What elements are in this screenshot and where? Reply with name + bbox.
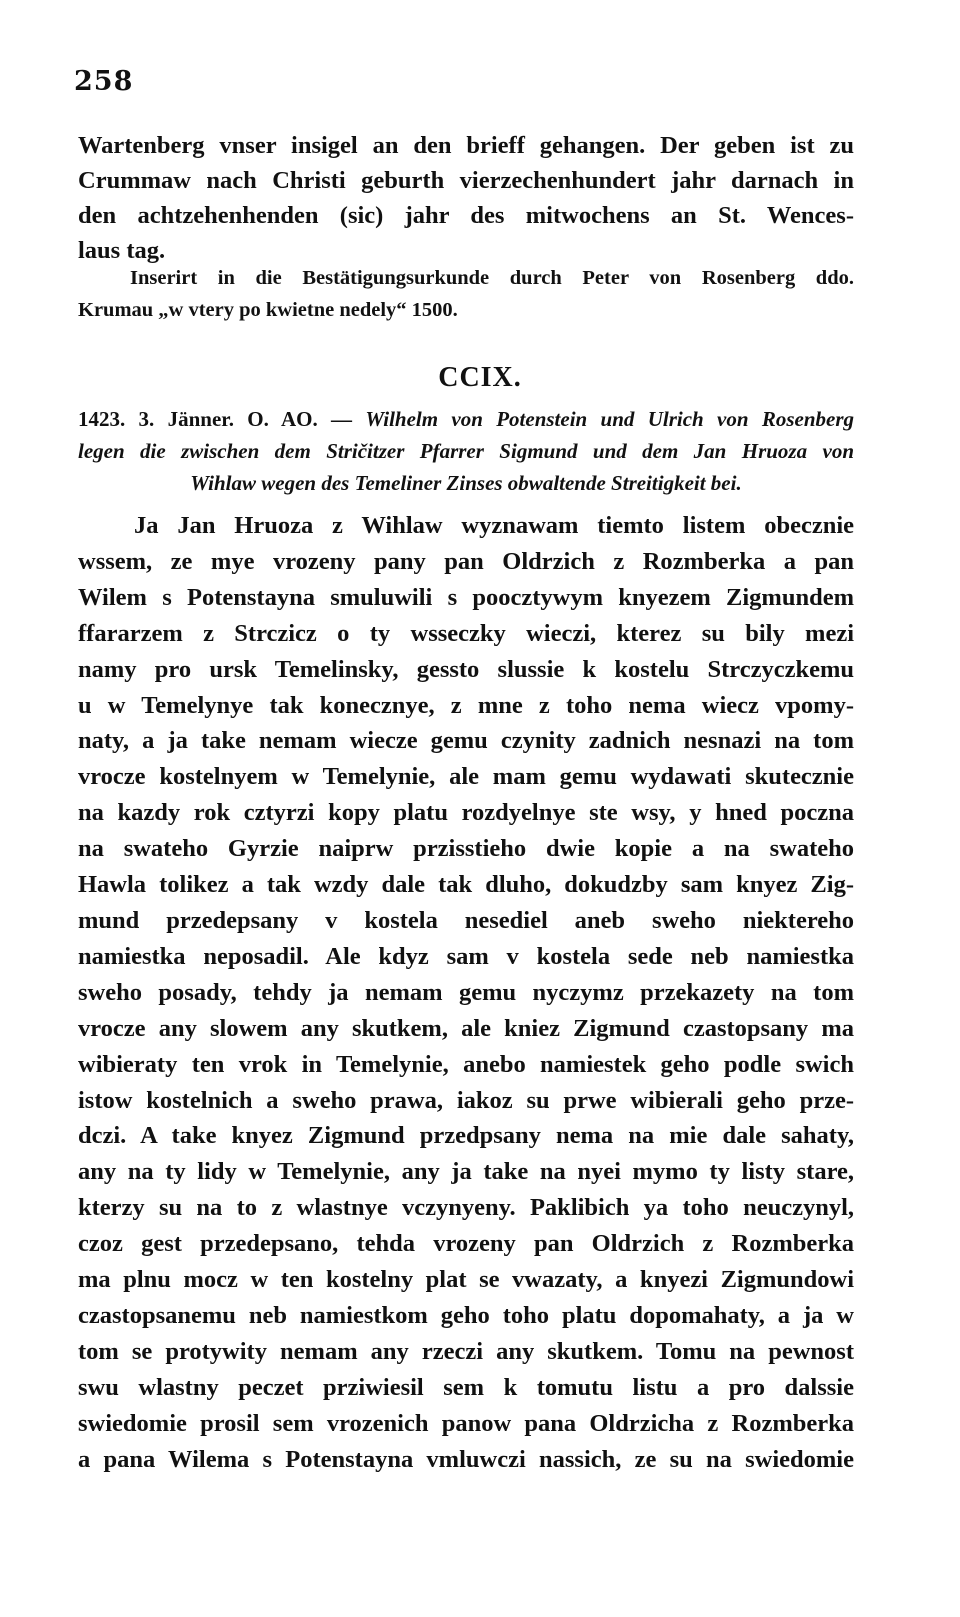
regest-line: Wihlaw wegen des Temeliner Zinses obwaltende Streitigkeit bei. <box>190 471 742 495</box>
body-line: namiestka neposadil. Ale kdyz sam v kostela sede neb namiestka <box>78 942 854 970</box>
text-line: Crummaw nach Christi geburth vierzechenhundert jahr darnach in <box>78 167 854 194</box>
text-line: laus tag. <box>78 237 166 264</box>
note-line: Krumau „w vtery po kwietne nedely“ 1500. <box>78 299 458 321</box>
body-line: Ja Jan Hruoza z Wihlaw wyznawam tiemto listem obecznie <box>134 512 854 539</box>
body-line: vrocze any slowem any skutkem, ale kniez Zigmund czastopsany ma <box>78 1014 854 1042</box>
body-line: dczi. A take knyez Zigmund przedpsany nema na mie dale sahaty, <box>78 1122 854 1150</box>
body-line: wssem, ze mye vrozeny pany pan Oldrzich z Rozmberka a pan <box>78 547 854 575</box>
body-line: namy pro ursk Temelinsky, gessto slussie k kostelu Strczyczkemu <box>78 655 854 683</box>
body-line: vrocze kostelnyem w Temelynie, ale mam gemu wydawati skutecznie <box>78 763 854 791</box>
body-line: ma plnu mocz w ten kostelny plat se vwazaty, a knyezi Zigmundowi <box>78 1266 854 1294</box>
document-body <box>78 508 854 1477</box>
body-line: a pana Wilema s Potenstayna vmluwczi nassich, ze su na swiedomie <box>78 1445 854 1473</box>
regest-date: 1423. 3. Jänner. O. AO. — <box>78 407 353 431</box>
text-line: den achtzehenhenden (sic) jahr des mitwochens an St. Wences- <box>78 202 854 229</box>
body-line: any na ty lidy w Temelynie, any ja take na nyei mymo ty listy stare, <box>78 1158 854 1186</box>
continuation-paragraph <box>78 128 854 268</box>
note-line: Inserirt in die Bestätigungsurkunde durch Peter von Rosenberg ddo. <box>130 267 854 289</box>
body-line: czastopsanemu neb namiestkom geho toho platu dopomahaty, a ja w <box>78 1301 854 1329</box>
regest-line <box>78 403 854 435</box>
body-line: czoz gest przedepsano, tehda vrozeny pan Oldrzich z Rozmberka <box>78 1230 854 1258</box>
regest <box>78 403 854 499</box>
body-line: naty, a ja take nemam wiecze gemu czynity zadnich nesnazi na tom <box>78 727 854 755</box>
body-line: Wilem s Potenstayna smuluwili s poocztywym knyezem Zigmundem <box>78 583 854 611</box>
body-line: kterzy su na to z wlastnye vczynyeny. Paklibich ya toho neuczynyl, <box>78 1194 854 1222</box>
body-line: mund przedepsany v kostela nesediel aneb sweho niektereho <box>78 906 854 934</box>
document-number: CCIX. <box>438 362 522 393</box>
body-line: u w Temelynye tak konecznye, z mne z toho nema wiecz vpomy- <box>78 691 854 719</box>
body-line: sweho posady, tehdy ja nemam gemu nyczymz przekazety na tom <box>78 978 854 1006</box>
body-line: na swateho Gyrzie naiprw przisstieho dwie kopie a na swateho <box>78 835 854 863</box>
page-number: 258 <box>74 66 134 97</box>
regest-text: Wilhelm von Potenstein und Ulrich von Rosenberg <box>365 407 854 431</box>
regest-line: legen die zwischen dem Stričitzer Pfarrer Sigmund und dem Jan Hruoza von <box>78 439 854 463</box>
body-line: istow kostelnich a sweho prawa, iakoz su prwe wibierali geho prze- <box>78 1086 854 1114</box>
source-note <box>78 262 854 326</box>
body-line: swu wlastny peczet prziwiesil sem k tomutu listu a pro dalssie <box>78 1373 854 1401</box>
body-line: Hawla tolikez a tak wzdy dale tak dluho, dokudzby sam knyez Zig- <box>78 871 854 899</box>
text-line: Wartenberg vnser insigel an den brieff gehangen. Der geben ist zu <box>78 132 854 159</box>
body-line: na kazdy rok cztyrzi kopy platu rozdyelnye ste wsy, y hned poczna <box>78 799 854 827</box>
body-line: swiedomie prosil sem vrozenich panow pana Oldrzicha z Rozmberka <box>78 1409 854 1437</box>
body-line: wibieraty ten vrok in Temelynie, anebo namiestek geho podle swich <box>78 1050 854 1078</box>
body-line: ffararzem z Strczicz o ty wsseczky wieczi, kterez su bily mezi <box>78 619 854 647</box>
body-line: tom se protywity nemam any rzeczi any skutkem. Tomu na pewnost <box>78 1337 854 1365</box>
